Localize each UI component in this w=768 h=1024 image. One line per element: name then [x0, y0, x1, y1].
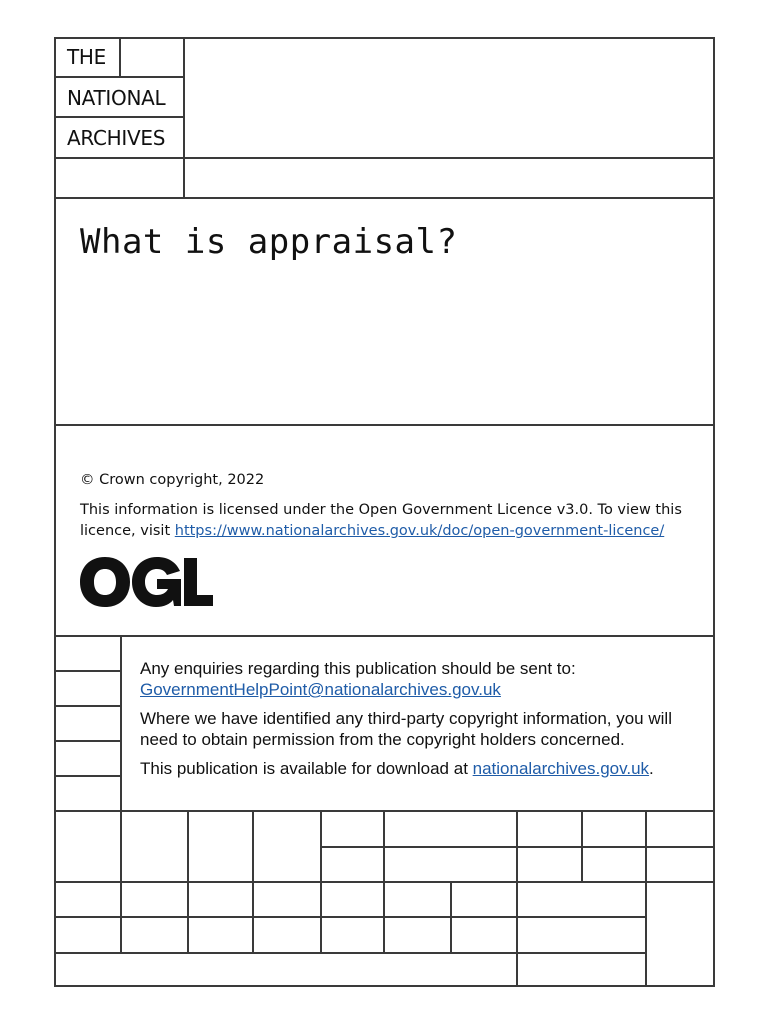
page-title: What is appraisal?	[80, 222, 458, 262]
third-party-text: Where we have identified any third-party copyright information, you will need to obtain permission from the copyright holders concerned.	[140, 709, 672, 749]
frame-left	[54, 37, 56, 986]
grid-line	[320, 846, 714, 848]
copyright-text: © Crown copyright, 2022	[80, 472, 265, 488]
grid-line	[54, 157, 715, 159]
grid-line	[516, 810, 518, 986]
grid-line	[54, 881, 715, 883]
grid-line	[54, 76, 184, 78]
licence-block	[80, 470, 700, 551]
frame-top	[54, 37, 715, 39]
grid-line	[54, 635, 715, 637]
frame-right	[713, 37, 715, 986]
grid-line	[54, 705, 121, 707]
grid-line	[54, 670, 121, 672]
grid-line	[54, 952, 646, 954]
grid-line	[54, 197, 715, 199]
grid-line	[54, 424, 715, 426]
grid-line	[54, 740, 121, 742]
frame-bottom	[54, 985, 715, 987]
grid-line	[645, 810, 647, 986]
grid-line	[54, 775, 121, 777]
grid-line	[54, 810, 715, 812]
licence-link[interactable]: https://www.nationalarchives.gov.uk/doc/open-government-licence/	[174, 523, 665, 539]
email-link[interactable]: GovernmentHelpPoint@nationalarchives.gov.uk	[140, 680, 501, 699]
ogl-logo-icon	[80, 555, 214, 609]
enquiry-para	[140, 658, 700, 700]
download-end: .	[649, 759, 654, 778]
download-text: This publication is available for download at	[140, 759, 473, 778]
grid-line	[120, 635, 122, 811]
download-para	[140, 758, 700, 779]
grid-line	[54, 116, 184, 118]
logo-the: THE	[67, 45, 106, 69]
logo-national: NATIONAL	[67, 86, 166, 110]
download-link[interactable]: nationalarchives.gov.uk	[472, 759, 650, 778]
grid-line	[119, 37, 121, 76]
licence-text	[80, 500, 700, 542]
licence-body: This information is licensed under the Open Government Licence v3.0. To view this licence, visit	[80, 502, 682, 539]
grid-line	[183, 37, 185, 198]
logo-archives: ARCHIVES	[67, 126, 166, 150]
enquiry-block	[140, 658, 700, 787]
enquiry-intro: Any enquiries regarding this publication should be sent to:	[140, 659, 576, 678]
grid-line	[54, 916, 646, 918]
